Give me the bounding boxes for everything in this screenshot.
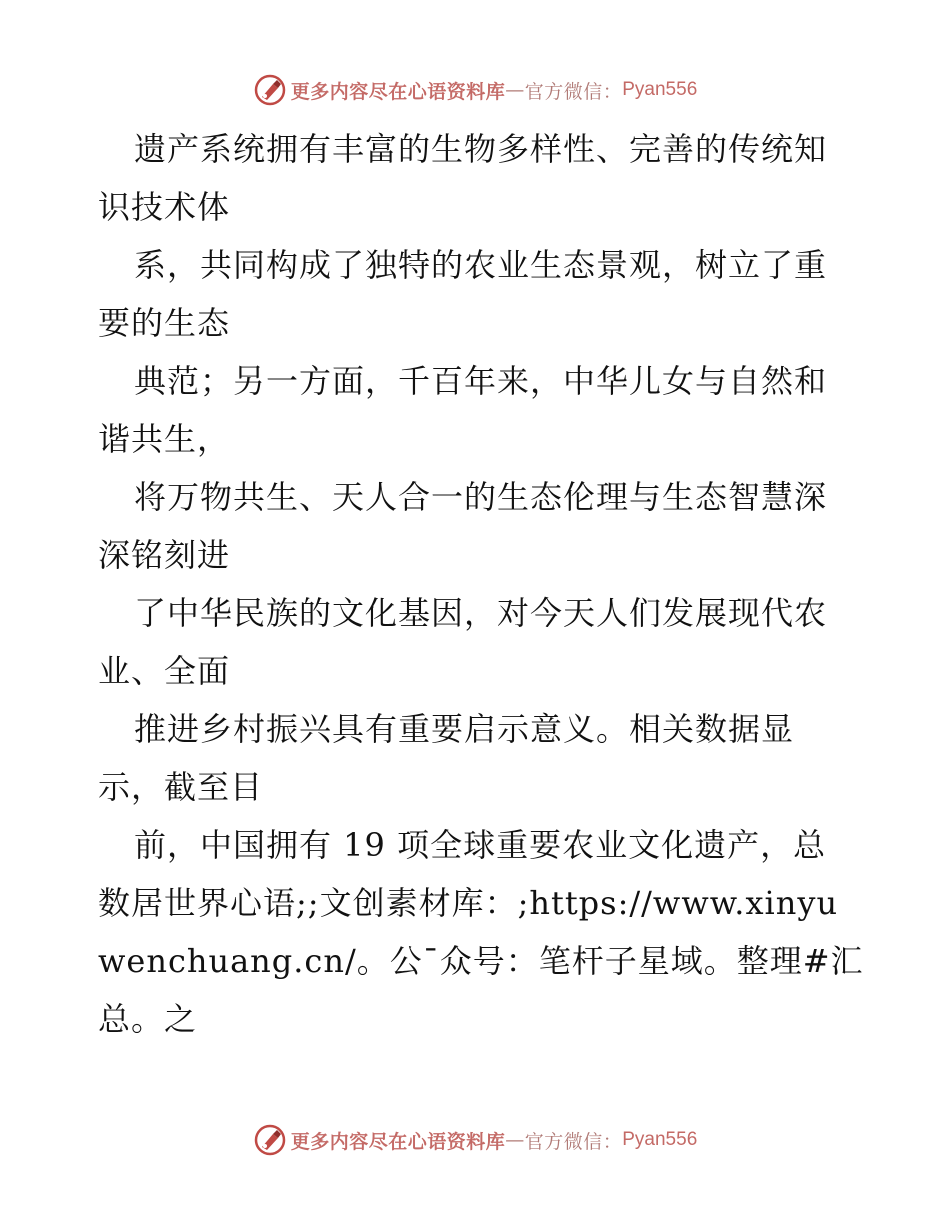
text-line: 系，共同构成了独特的农业生态景观，树立了重 (134, 246, 828, 284)
header-wechat-handle: Pyan556 (622, 79, 698, 100)
text-line: 了中华民族的文化基因，对今天人们发展现代农 (134, 594, 828, 632)
text-line: 业、全面 (98, 652, 231, 690)
text-line: wenchuang.cn/。公¯众号：笔杆子星域。整理#汇 (98, 942, 864, 980)
text-line: 将万物共生、天人合一的生态伦理与生态智慧深 (134, 478, 828, 516)
footer-brand-text: 更多内容尽在心语资料库 (290, 1130, 506, 1153)
pen-nib-logo-icon (253, 73, 287, 107)
header-separator: — (505, 79, 525, 101)
text-line: 总。之 (98, 1000, 198, 1038)
text-line: 谐共生， (98, 420, 231, 458)
text-line: 前，中国拥有 19 项全球重要农业文化遗产，总 (134, 826, 827, 864)
header-wechat-label: 官方微信： (524, 80, 623, 103)
text-line: 遗产系统拥有丰富的生物多样性、完善的传统知 (134, 130, 828, 168)
footer-wechat-label: 官方微信： (524, 1130, 623, 1153)
pen-nib-logo-icon (253, 1123, 287, 1157)
text-line: 典范；另一方面，千百年来，中华儿女与自然和 (134, 362, 828, 400)
text-line: 深铭刻进 (98, 536, 231, 574)
footer-wechat-handle: Pyan556 (622, 1129, 698, 1150)
text-line: 识技术体 (98, 188, 231, 226)
text-line: 推进乡村振兴具有重要启示意义。相关数据显 (134, 710, 795, 748)
text-line: 要的生态 (98, 304, 231, 342)
footer-separator: — (505, 1129, 525, 1151)
document-body (98, 120, 864, 1048)
text-line: 数居世界心语;;文创素材库：;https://www.xinyu (98, 884, 839, 922)
footer-banner (0, 1122, 950, 1158)
header-banner (0, 72, 950, 108)
text-line: 示，截至目 (98, 768, 264, 806)
header-brand-text: 更多内容尽在心语资料库 (290, 80, 506, 103)
